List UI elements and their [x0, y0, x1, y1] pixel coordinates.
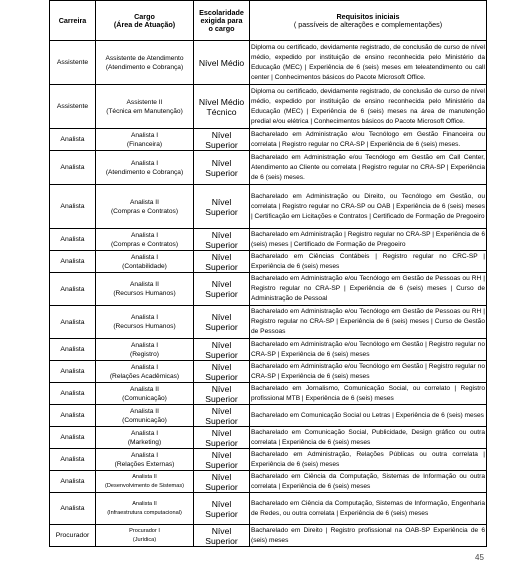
cell-carreira: Analista: [50, 306, 96, 339]
cell-requisitos: Bacharelado em Comunicação Social, Publicidade, Design gráfico ou outra correlata | Experiência de 6 (seis) meses: [250, 427, 487, 449]
escolaridade-line-1: Nível: [211, 383, 232, 394]
cell-carreira: Assistente: [50, 85, 96, 129]
cell-escolaridade: [194, 151, 250, 185]
cell-requisitos: Bacharelado em Administração e/ou Tecnólogo em Gestão de Pessoas ou RH | Registro regular no CRA-SP | Experiência de 6 (seis) meses | Curso de Administração de Pessoal: [250, 273, 487, 306]
cargo-area: (Compras e Contratos): [110, 240, 179, 248]
cell-cargo: [96, 151, 194, 185]
cargo-area: (Infraestrutura computacional): [107, 509, 182, 516]
cell-cargo: [96, 471, 194, 493]
header-cargo-label: Cargo: [134, 11, 155, 21]
cell-requisitos: Bacharelado em Jornalismo, Comunicação Social, ou correlato | Registro profissional MTB | Experiência de 6 (seis) meses: [250, 383, 487, 405]
cargo-area: (Comunicação): [122, 394, 167, 402]
escolaridade-line-2: Superior: [205, 535, 238, 546]
cargo-area: (Recursos Humanos): [113, 323, 176, 330]
cell-cargo: [96, 273, 194, 306]
escolaridade-line-2: Superior: [205, 289, 238, 299]
cargo-area: (Jurídica): [132, 536, 157, 543]
cargo-area: (Relações Acadêmicas): [109, 372, 180, 380]
cargo-title: Analista I: [130, 429, 159, 437]
cell-cargo: [96, 85, 194, 129]
escolaridade-line-1: Nível: [211, 229, 232, 240]
cargo-area: (Marketing): [127, 438, 162, 446]
table-row: [50, 151, 487, 185]
cell-cargo: [96, 229, 194, 251]
escolaridade-line-1: Nível: [211, 405, 232, 416]
cell-requisitos: Diploma ou certificado, devidamente registrado, de conclusão de curso de nível médio, expedido por instituição de ensino reconhecida pelo Ministério da Educação (MEC) | Experiência de 6 (seis) meses na área de manutenção predial e/ou elétrica | Conhecimentos básicos do Pacote Microsoft Office.: [250, 85, 487, 129]
cell-cargo: [96, 361, 194, 383]
cargo-title: Analista I: [130, 341, 159, 349]
cargo-area: (Relações Externas): [114, 460, 175, 468]
cell-cargo: [96, 405, 194, 427]
escolaridade-line-1: Nível Médio: [198, 96, 245, 107]
table-row: [50, 493, 487, 525]
cell-requisitos: Bacharelado em Administração e/ou Tecnólogo em Gestão Financeira ou correlata | Registro regular no CRA-SP | Experiência de 6 (seis) meses.: [250, 129, 487, 151]
cell-carreira: Analista: [50, 383, 96, 405]
cell-escolaridade: [194, 306, 250, 339]
header-escolaridade-line-2: exigida para: [200, 15, 243, 25]
cell-carreira: Analista: [50, 229, 96, 251]
cargo-area: (Comunicação): [122, 416, 167, 424]
cell-requisitos: Bacharelado em Ciência da Computação, Sistemas de Informação, Engenharia de Redes, ou outra correlata | Experiência de 6 (seis) meses: [250, 493, 487, 525]
escolaridade-line-2: Superior: [205, 261, 238, 272]
escolaridade-line-1: Nível: [211, 251, 232, 262]
cell-cargo: [96, 449, 194, 471]
cargo-title: Analista II: [130, 385, 159, 393]
escolaridade-line-1: Nível: [211, 449, 232, 460]
cell-carreira: Analista: [50, 185, 96, 229]
escolaridade-line-2: Superior: [205, 508, 238, 519]
cell-requisitos: Diploma ou certificado, devidamente registrado, de conclusão de curso de nível médio, expedido por instituição de ensino reconhecida pelo Ministério da Educação (MEC) | Experiência de 6 (seis) meses em teleatendimento ou call center | Conhecimentos básicos do Pacote Microsoft Office.: [250, 41, 487, 85]
cargo-area: (Registro): [130, 350, 159, 358]
requirements-table: [49, 0, 487, 547]
header-area-label: (Área de Atuação): [113, 19, 176, 29]
escolaridade-line-2: Superior: [205, 437, 238, 448]
cell-cargo: [96, 339, 194, 361]
escolaridade-line-1: Nível: [211, 129, 232, 140]
table-row: [50, 339, 487, 361]
cell-requisitos: Bacharelado em Administração, Relações Públicas ou outra correlata | Experiência de 6 (seis) meses: [250, 449, 487, 471]
cell-escolaridade: [194, 427, 250, 449]
page-number: 45: [475, 553, 484, 562]
cargo-title: Analista I: [130, 159, 159, 167]
cell-cargo: [96, 427, 194, 449]
cell-carreira: Assistente: [50, 41, 96, 85]
escolaridade-line-1: Nível: [211, 498, 232, 509]
cargo-title: Assistente de Atendimento: [105, 54, 184, 62]
cell-escolaridade: [194, 185, 250, 229]
cell-escolaridade: [194, 383, 250, 405]
table-row: [50, 383, 487, 405]
cargo-area: (Contabilidade): [122, 262, 167, 270]
cargo-title: Analista I: [130, 363, 159, 371]
cell-escolaridade: [194, 229, 250, 251]
escolaridade-line-2: Técnico: [206, 106, 237, 117]
cell-requisitos: Bacharelado em Administração e/ou Tecnólogo em Gestão em Call Center, Atendimento ao Cliente ou correlata | Registro regular no CRA-SP | Experiência de 6 (seis) meses.: [250, 151, 487, 185]
table-row: [50, 361, 487, 383]
escolaridade-line-1: Nível: [211, 427, 232, 438]
escolaridade-line-1: Nível: [211, 196, 232, 207]
escolaridade-line-1: Nível: [211, 312, 232, 322]
header-carreira: Carreira: [50, 1, 96, 41]
cargo-title: Analista I: [130, 314, 159, 321]
cell-requisitos: Bacharelado em Administração | Registro regular no CRA-SP | Experiência de 6 (seis) meses | Certificado de Formação de Pregoeiro: [250, 229, 487, 251]
cell-carreira: Analista: [50, 493, 96, 525]
cell-cargo: [96, 185, 194, 229]
cell-escolaridade: [194, 251, 250, 273]
escolaridade-line-2: Superior: [205, 459, 238, 470]
table-row: [50, 85, 487, 129]
escolaridade-line-1: Nível: [211, 339, 232, 350]
cell-cargo: [96, 383, 194, 405]
cargo-title: Procurador I: [129, 527, 160, 534]
cell-requisitos: Bacharelado em Comunicação Social ou Letras | Experiência de 6 (seis) meses: [250, 405, 487, 427]
cell-escolaridade: [194, 525, 250, 547]
escolaridade-line-2: Superior: [205, 206, 238, 217]
table-row: [50, 471, 487, 493]
table-header-row: [50, 1, 487, 41]
cargo-area: (Técnica em Manutenção): [106, 107, 183, 115]
cell-cargo: [96, 493, 194, 525]
escolaridade-line-2: Superior: [205, 167, 238, 178]
cargo-title: Analista II: [132, 500, 157, 507]
escolaridade-line-2: Superior: [205, 349, 238, 360]
cell-escolaridade: [194, 339, 250, 361]
escolaridade-line-2: Superior: [205, 393, 238, 404]
table-row: [50, 129, 487, 151]
cell-cargo: [96, 525, 194, 547]
cell-requisitos: Bacharelado em Ciências Contábeis | Registro regular no CRC-SP | Experiência de 6 (seis) meses: [250, 251, 487, 273]
escolaridade-line-1: Nível: [211, 471, 232, 482]
cargo-title: Analista II: [130, 198, 159, 206]
cell-escolaridade: [194, 361, 250, 383]
cargo-title: Analista I: [130, 253, 159, 261]
cell-carreira: Analista: [50, 273, 96, 306]
escolaridade-line-2: Superior: [205, 322, 238, 332]
table-row: [50, 185, 487, 229]
cargo-title: Analista I: [130, 231, 159, 239]
header-escolaridade-line-1: Escolaridade: [199, 7, 244, 17]
cell-requisitos: Bacharelado em Administração ou Direito, ou Tecnólogo em Gestão, ou correlata | Registro regular no CRA-SP ou OAB | Experiência de 6 (seis) meses | Certificação em Licitações e Contratos | Certificado de Formação de Pregoeiro: [250, 185, 487, 229]
cell-escolaridade: [194, 129, 250, 151]
header-cargo: [96, 1, 194, 41]
escolaridade-line-2: Superior: [205, 239, 238, 250]
cargo-area: (Desenvolvimento de Sistemas): [105, 482, 184, 489]
table-row: [50, 273, 487, 306]
header-requisitos: [250, 1, 487, 41]
cargo-title: Analista I: [130, 451, 159, 459]
cell-escolaridade: [194, 85, 250, 129]
escolaridade-line-1: Nível: [211, 525, 232, 536]
escolaridade-line-1: Nível: [211, 279, 232, 289]
cargo-title: Analista II: [132, 473, 157, 480]
cell-escolaridade: [194, 41, 250, 85]
cell-carreira: Analista: [50, 339, 96, 361]
escolaridade-line-1: Nível: [211, 361, 232, 372]
cargo-area: (Financeira): [126, 140, 163, 148]
cargo-area: (Compras e Contratos): [110, 207, 179, 215]
cell-cargo: [96, 129, 194, 151]
cell-carreira: Procurador: [50, 525, 96, 547]
table-row: [50, 525, 487, 547]
cargo-area: (Atendimento e Cobrança): [105, 168, 184, 176]
cell-escolaridade: [194, 273, 250, 306]
escolaridade-line-1: Nível Médio: [198, 57, 245, 68]
header-escolaridade: [194, 1, 250, 41]
escolaridade-line-1: Nível: [211, 157, 232, 168]
cell-requisitos: Bacharelado em Ciência da Computação, Sistemas de Informação ou outra correlata | Experiência de 6 (seis) meses: [250, 471, 487, 493]
cell-requisitos: Bacharelado em Administração e/ou Tecnólogo em Gestão de Pessoas ou RH | Registro regular no CRA-SP | Experiência de 6 (seis) meses | Curso de Gestão de Pessoas: [250, 306, 487, 339]
table-row: [50, 306, 487, 339]
cell-cargo: [96, 41, 194, 85]
escolaridade-line-2: Superior: [205, 415, 238, 426]
cargo-title: Analista II: [130, 407, 159, 415]
cell-escolaridade: [194, 405, 250, 427]
cell-requisitos: Bacharelado em Administração e/ou Tecnólogo em Gestão | Registro regular no CRA-SP | Experiência de 6 (seis) meses: [250, 339, 487, 361]
cell-carreira: Analista: [50, 427, 96, 449]
cell-escolaridade: [194, 493, 250, 525]
cell-cargo: [96, 306, 194, 339]
table-row: [50, 41, 487, 85]
cargo-title: Analista I: [130, 131, 159, 139]
cargo-title: Assistente II: [126, 98, 163, 106]
table-row: [50, 427, 487, 449]
escolaridade-line-2: Superior: [205, 481, 238, 492]
cell-carreira: Analista: [50, 471, 96, 493]
escolaridade-line-2: Superior: [205, 371, 238, 382]
table-row: [50, 229, 487, 251]
cell-carreira: Analista: [50, 251, 96, 273]
cargo-title: Analista II: [130, 281, 159, 288]
cell-requisitos: Bacharelado em Direito | Registro profissional na OAB-SP Experiência de 6 (seis) meses: [250, 525, 487, 547]
table-row: [50, 251, 487, 273]
cell-carreira: Analista: [50, 449, 96, 471]
cell-cargo: [96, 251, 194, 273]
cell-carreira: Analista: [50, 361, 96, 383]
cell-escolaridade: [194, 449, 250, 471]
cell-carreira: Analista: [50, 151, 96, 185]
table-row: [50, 449, 487, 471]
cell-carreira: Analista: [50, 405, 96, 427]
table-row: [50, 405, 487, 427]
cargo-area: (Atendimento e Cobrança): [105, 63, 184, 71]
cell-carreira: Analista: [50, 129, 96, 151]
cargo-area: (Recursos Humanos): [113, 290, 176, 297]
header-escolaridade-line-3: o cargo: [208, 23, 235, 33]
header-requisitos-sub: ( passíveis de alterações e complementações): [293, 19, 443, 29]
cell-requisitos: Bacharelado em Administração e/ou Tecnólogo em Gestão | Registro regular no CRA-SP | Experiência de 6 (seis) meses: [250, 361, 487, 383]
header-requisitos-label: Requisitos iniciais: [336, 11, 400, 21]
escolaridade-line-2: Superior: [205, 139, 238, 150]
cell-escolaridade: [194, 471, 250, 493]
